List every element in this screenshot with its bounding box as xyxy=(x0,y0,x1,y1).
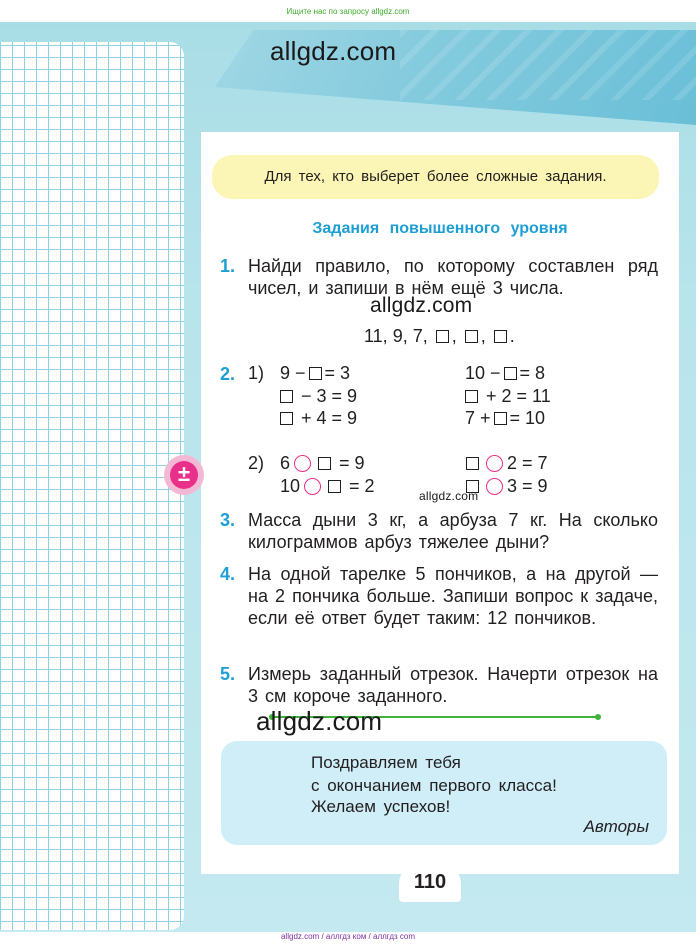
task-number: 1. xyxy=(220,256,236,276)
equation-right: + 2 = 11 xyxy=(486,386,551,406)
answer-box[interactable] xyxy=(280,412,293,425)
watermark: allgdz.com xyxy=(256,706,383,736)
congrats-line: Поздравляем тебя xyxy=(311,753,461,772)
subtask-label: 2) xyxy=(248,453,265,473)
congratulations-box xyxy=(221,741,667,845)
header-stripes xyxy=(400,30,696,100)
equation-left: 10 − xyxy=(465,363,501,383)
grid-panel xyxy=(0,42,184,930)
congrats-line: Желаем успехов! xyxy=(311,797,451,816)
equation-right: = 10 xyxy=(509,408,546,428)
sequence-values: 11, 9, 7, xyxy=(364,326,428,346)
equation-right: 2 = 7 xyxy=(507,453,548,473)
equation xyxy=(465,363,545,384)
answer-box[interactable] xyxy=(318,457,331,470)
segment-endpoint xyxy=(595,714,601,720)
equation-left: 7 + xyxy=(465,408,491,428)
sign-circle[interactable] xyxy=(304,478,321,495)
equation-right: = 9 xyxy=(339,453,365,473)
answer-box[interactable] xyxy=(436,330,449,343)
equation xyxy=(277,408,357,429)
equation xyxy=(465,408,545,429)
footer-note[interactable]: allgdz.com / аллгдз ком / аллгдз com xyxy=(280,932,416,941)
equation xyxy=(462,386,551,407)
section-title: Задания повышенного уровня xyxy=(312,220,568,237)
answer-box[interactable] xyxy=(465,330,478,343)
answer-box[interactable] xyxy=(494,412,507,425)
task-text: На одной тарелке 5 пончиков, а на другой — на 2 пончика больше. Запиши вопрос к задаче, если её ответ будет таким: 12 пончиков. xyxy=(248,564,658,628)
equation xyxy=(463,453,548,474)
answer-box[interactable] xyxy=(466,457,479,470)
header-note[interactable]: Ищите нас по запросу allgdz.com xyxy=(286,7,410,16)
answer-box[interactable] xyxy=(309,367,322,380)
answer-box[interactable] xyxy=(280,390,293,403)
watermark: allgdz.com xyxy=(270,36,397,66)
task-text: Масса дыни 3 кг, а арбуза 7 кг. На сколько килограммов арбуз тяжелее дыни? xyxy=(248,510,658,552)
equation xyxy=(280,363,350,384)
authors-signature: Авторы xyxy=(583,817,649,836)
plus-minus-symbol: ± xyxy=(170,461,198,489)
answer-box[interactable] xyxy=(465,390,478,403)
answer-box[interactable] xyxy=(328,480,341,493)
equation-right: = 3 xyxy=(324,363,351,383)
watermark: allgdz.com xyxy=(419,489,479,503)
task-text: Найди правило, по которому составлен ряд чисел, и запиши в нём ещё 3 числа. xyxy=(248,256,658,298)
equation-left: 6 xyxy=(280,453,291,473)
page-number: 110 xyxy=(399,862,461,902)
task-number: 3. xyxy=(220,510,236,530)
sign-circle[interactable] xyxy=(294,455,311,472)
sign-circle[interactable] xyxy=(486,455,503,472)
equation xyxy=(280,453,365,474)
equation-right: 3 = 9 xyxy=(507,476,548,496)
plus-minus-icon xyxy=(164,455,204,495)
equation xyxy=(277,386,357,407)
task-number: 4. xyxy=(220,564,236,584)
answer-box[interactable] xyxy=(504,367,517,380)
task-text: Измерь заданный отрезок. Начерти отрезок на 3 см короче заданного. xyxy=(248,664,658,706)
task-number: 2. xyxy=(220,364,236,384)
equation xyxy=(280,476,375,497)
congrats-line: с окончанием первого класса! xyxy=(311,776,557,795)
equation-right: = 8 xyxy=(519,363,546,383)
equation-right: = 2 xyxy=(349,476,375,496)
equation-left: 10 xyxy=(280,476,301,496)
equation-right: + 4 = 9 xyxy=(301,408,358,428)
number-sequence: 11, 9, 7, , , . xyxy=(364,326,515,346)
sign-circle[interactable] xyxy=(486,478,503,495)
equation-left: 9 − xyxy=(280,363,306,383)
watermark: allgdz.com xyxy=(370,294,473,317)
task-number: 5. xyxy=(220,664,236,684)
subtask-label: 1) xyxy=(248,363,265,383)
answer-box[interactable] xyxy=(494,330,507,343)
intro-banner: Для тех, кто выберет более сложные задания. xyxy=(212,155,659,199)
equation-right: − 3 = 9 xyxy=(301,386,358,406)
